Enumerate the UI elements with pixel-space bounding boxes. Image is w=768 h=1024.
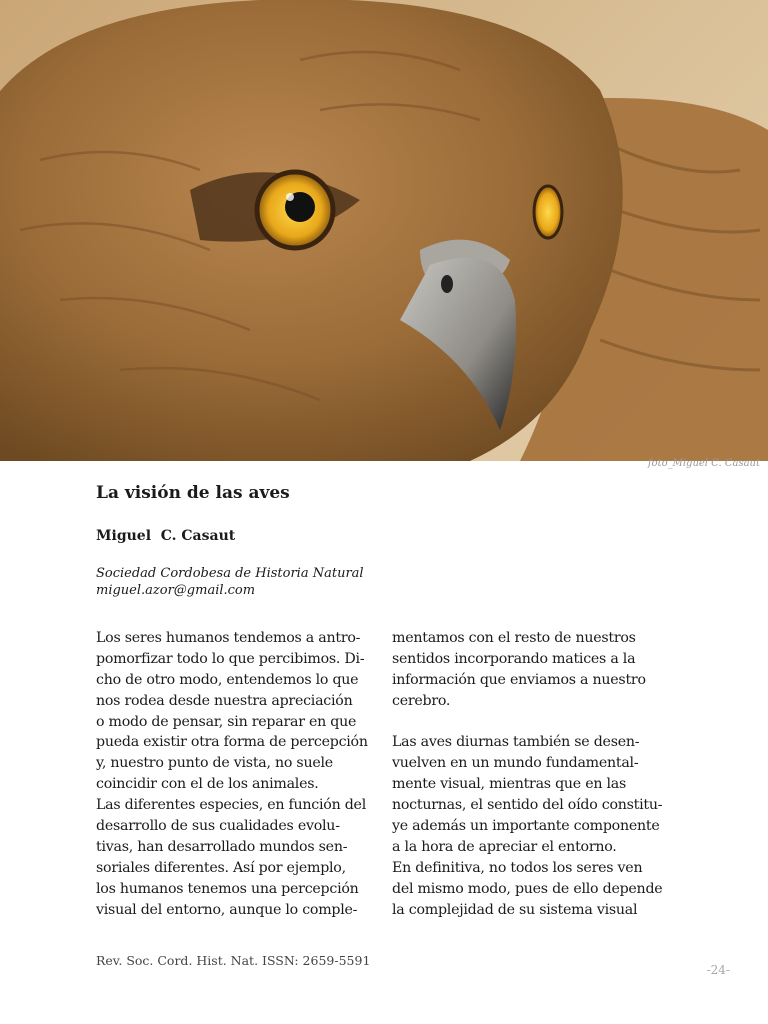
body-line: y, nuestro punto de vista, no suele bbox=[96, 755, 333, 772]
header-photo bbox=[0, 0, 768, 461]
page-number: -24- bbox=[706, 963, 730, 977]
far-eye bbox=[534, 186, 562, 238]
body-line: Las diferentes especies, en función del bbox=[96, 797, 366, 814]
body-line: desarrollo de sus cualidades evolu- bbox=[96, 818, 340, 835]
body-line: Los seres humanos tendemos a antro- bbox=[96, 630, 361, 646]
raptor-head-illustration bbox=[0, 0, 768, 461]
body-line: pomorfizar todo lo que percibimos. Di- bbox=[96, 650, 365, 667]
body-line: o modo de pensar, sin reparar en que bbox=[96, 713, 357, 730]
body-line: Las aves diurnas también se desen- bbox=[392, 734, 640, 751]
body-line: tivas, han desarrollado mundos sen- bbox=[96, 838, 348, 855]
photo-credit: foto_Miguel C. Casaut bbox=[647, 458, 760, 469]
body-line: vuelven en un mundo fundamental- bbox=[392, 755, 639, 772]
body-line: cerebro. bbox=[392, 692, 451, 709]
body-column-left bbox=[96, 628, 386, 920]
body-line: nos rodea desde nuestra apreciación bbox=[96, 692, 353, 709]
body-line: del mismo modo, pues de ello depende bbox=[392, 880, 663, 897]
body-line: cho de otro modo, entendemos lo que bbox=[96, 671, 359, 688]
body-line: nocturnas, el sentido del oído constitu- bbox=[392, 797, 663, 814]
body-line: visual del entorno, aunque lo comple- bbox=[96, 901, 358, 918]
author-email: miguel.azor@gmail.com bbox=[96, 583, 256, 598]
body-line: pueda existir otra forma de percepción bbox=[96, 734, 368, 751]
body-line: mente visual, mientras que en las bbox=[392, 776, 627, 793]
body-line: ye además un importante componente bbox=[392, 818, 660, 835]
eye-highlight bbox=[286, 193, 294, 201]
body-line: los humanos tenemos una percepción bbox=[96, 880, 359, 897]
body-line: información que enviamos a nuestro bbox=[392, 671, 646, 688]
body-line: a la hora de apreciar el entorno. bbox=[392, 838, 617, 855]
body-line: soriales diferentes. Así por ejemplo, bbox=[96, 859, 346, 876]
affiliation: Sociedad Cordobesa de Historia Natural bbox=[96, 566, 364, 581]
body-line: sentidos incorporando matices a la bbox=[392, 650, 636, 667]
paragraph-gap bbox=[392, 712, 682, 733]
article-title: La visión de las aves bbox=[96, 483, 290, 503]
body-line: coincidir con el de los animales. bbox=[96, 776, 319, 793]
body-line: mentamos con el resto de nuestros bbox=[392, 630, 636, 646]
body-line: En definitiva, no todos los seres ven bbox=[392, 859, 643, 876]
author-name: Miguel C. Casaut bbox=[96, 528, 236, 544]
body-column-right bbox=[392, 628, 682, 920]
journal-citation: Rev. Soc. Cord. Hist. Nat. ISSN: 2659-5591 bbox=[96, 953, 371, 968]
body-line: la complejidad de su sistema visual bbox=[392, 901, 638, 918]
author-affiliation-block bbox=[96, 565, 364, 599]
nostril bbox=[441, 275, 453, 293]
